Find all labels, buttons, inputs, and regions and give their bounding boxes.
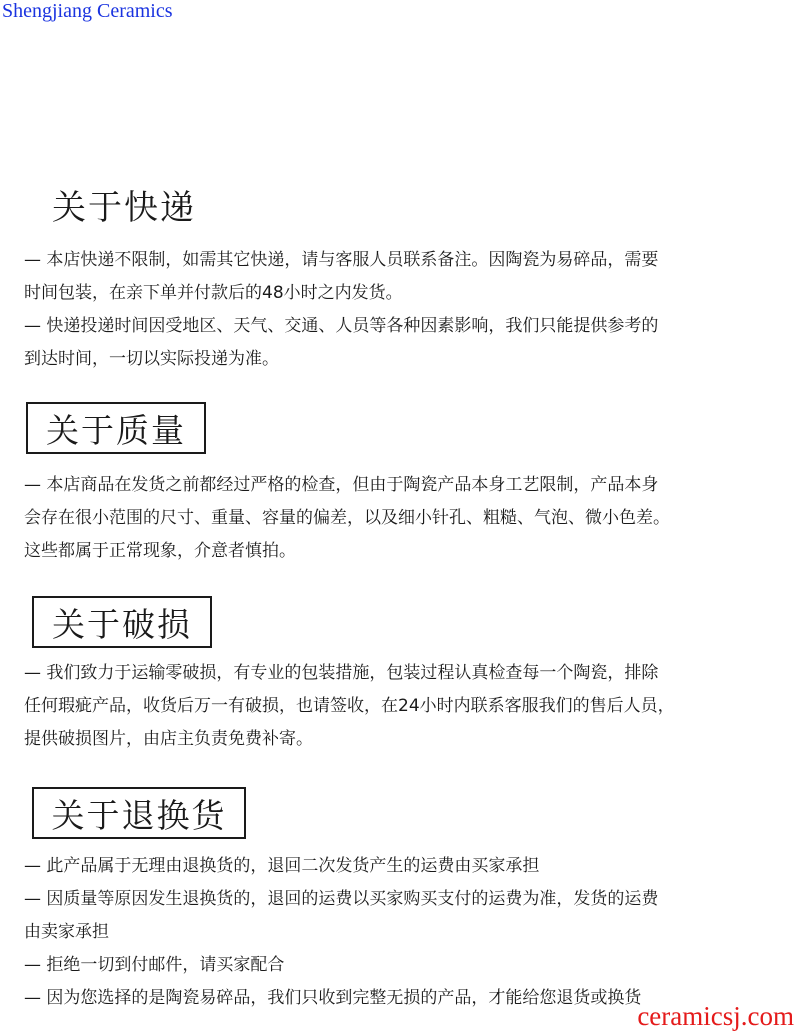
text-line: 会存在很小范围的尺寸、重量、容量的偏差，以及细小针孔、粗糙、气泡、微小色差。: [24, 508, 670, 528]
heading-return: 关于退换货: [32, 787, 246, 839]
text-line: — 我们致力于运输零破损，有专业的包装措施，包装过程认真检查每一个陶瓷，排除: [24, 663, 659, 683]
site-watermark-bottom: ceramicsj.com: [637, 1001, 794, 1031]
shop-watermark-top: Shengjiang Ceramics: [2, 0, 173, 22]
text-line: — 拒绝一切到付邮件，请买家配合: [24, 955, 285, 975]
text-line: — 快递投递时间因受地区、天气、交通、人员等各种因素影响，我们只能提供参考的: [24, 316, 659, 336]
text-line: — 本店快递不限制，如需其它快递，请与客服人员联系备注。因陶瓷为易碎品，需要: [24, 250, 659, 270]
text-line: — 本店商品在发货之前都经过严格的检查，但由于陶瓷产品本身工艺限制，产品本身: [24, 475, 659, 495]
text-line: 任何瑕疵产品，收货后万一有破损，也请签收，在24小时内联系客服我们的售后人员，: [24, 696, 675, 716]
text-line: 时间包装，在亲下单并付款后的48小时之内发货。: [24, 283, 403, 303]
text-line: 提供破损图片，由店主负责免费补寄。: [24, 729, 313, 749]
text-line: 这些都属于正常现象，介意者慎拍。: [24, 541, 296, 561]
heading-express: 关于快递: [52, 188, 196, 228]
heading-quality: 关于质量: [26, 402, 206, 454]
text-line: 由卖家承担: [24, 922, 109, 942]
text-line: — 此产品属于无理由退换货的，退回二次发货产生的运费由买家承担: [24, 856, 540, 876]
section-return-body: [24, 850, 782, 1015]
text-line: — 因质量等原因发生退换货的，退回的运费以买家购买支付的运费为准，发货的运费: [24, 889, 659, 909]
section-damage-body: [24, 657, 782, 756]
text-line: — 因为您选择的是陶瓷易碎品，我们只收到完整无损的产品，才能给您退货或换货: [24, 988, 642, 1008]
section-express-body: [24, 244, 782, 376]
heading-damage: 关于破损: [32, 596, 212, 648]
text-line: 到达时间，一切以实际投递为准。: [24, 349, 279, 369]
section-quality-body: [24, 469, 782, 568]
